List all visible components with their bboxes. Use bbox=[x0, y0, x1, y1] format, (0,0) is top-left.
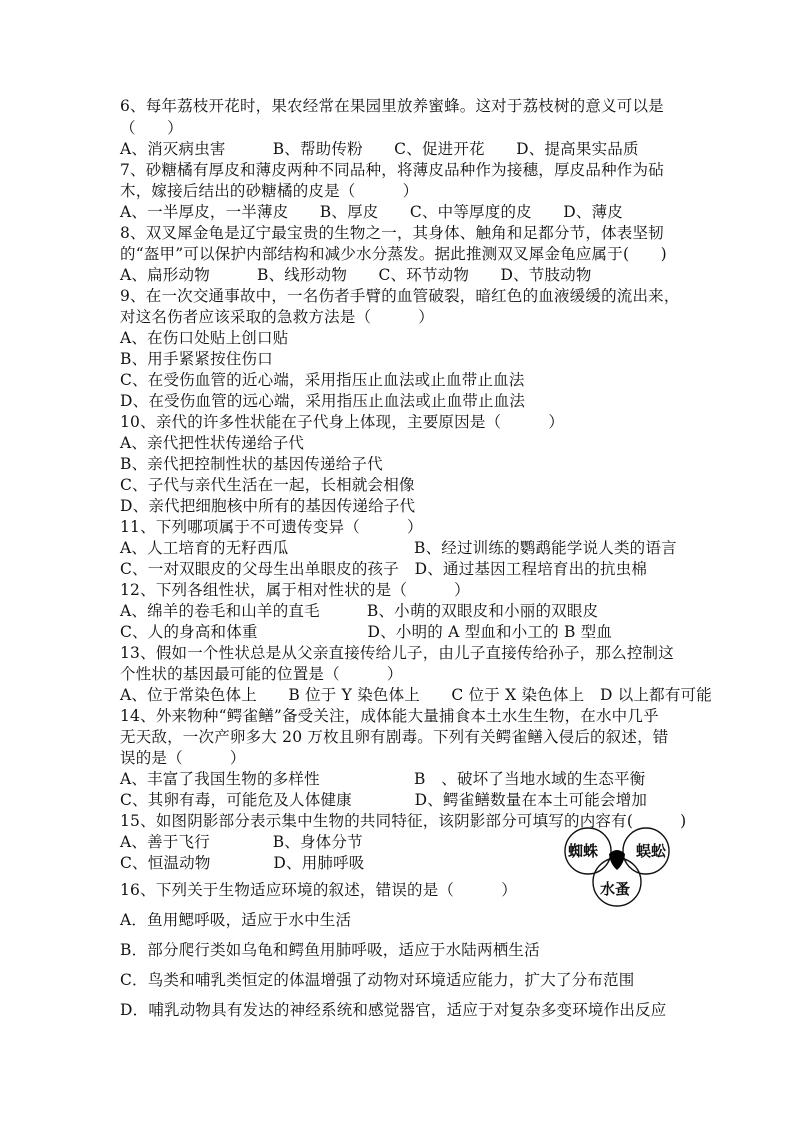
question-8-line-2: 的“盔甲”可以保护内部结构和减少水分蒸发。据此推测双叉犀金龟应属于( ) bbox=[120, 245, 667, 263]
question-13-line-2: 个性状的基因最可能的位置是（ ） bbox=[120, 665, 403, 683]
question-15-stem: 15、如图阴影部分表示集中生物的共同特征，该阴影部分可填写的内容有( ) bbox=[120, 812, 687, 830]
question-11-options-ab: A、人工培育的无籽西瓜 B、经过训练的鹦鹉能学说人类的语言 bbox=[120, 539, 677, 557]
question-12-options-ab: A、绵羊的卷毛和山羊的直毛 B、小萌的双眼皮和小丽的双眼皮 bbox=[120, 602, 599, 620]
question-16-stem: 16、下列关于生物适应环境的叙述，错误的是（ ） bbox=[120, 881, 517, 899]
question-10-option-d: D、亲代把细胞核中所有的基因传递给子代 bbox=[120, 497, 416, 515]
question-9-line-2: 对这名伤者应该采取的急救方法是（ ） bbox=[120, 308, 435, 326]
question-9-line-1: 9、在一次交通事故中，一名伤者手臂的血管破裂，暗红色的血液缓缓的流出来， bbox=[120, 287, 680, 305]
question-14-options-cd: C、其卵有毒，可能危及人体健康 D、鳄雀鳝数量在本土可能会增加 bbox=[120, 791, 648, 809]
question-6-options: A、消灭病虫害 B、帮助传粉 C、促进开花 D、提高果实品质 bbox=[120, 140, 639, 158]
question-11-stem: 11、下列哪项属于不可遗传变异（ ） bbox=[120, 518, 423, 536]
question-15-options-ab: A、善于飞行 B、身体分节 bbox=[120, 833, 363, 851]
question-7-line-1: 7、砂糖橘有厚皮和薄皮两种不同品种，将薄皮品种作为接穗，厚皮品种作为砧 bbox=[120, 161, 664, 179]
question-14-options-ab: A、丰富了我国生物的多样性 B 、破坏了当地水域的生态平衡 bbox=[120, 770, 646, 788]
question-7-line-2: 木，嫁接后结出的砂糖橘的皮是（ ） bbox=[120, 182, 419, 200]
question-14-line-3: 误的是（ ） bbox=[120, 749, 246, 767]
question-9-option-b: B、用手紧紧按住伤口 bbox=[120, 350, 273, 368]
question-15-options-cd: C、恒温动物 D、用肺呼吸 bbox=[120, 854, 365, 872]
question-16-option-a: A．鱼用鳃呼吸，适应于水中生活 bbox=[120, 911, 352, 929]
question-9-option-a: A、在伤口处贴上创口贴 bbox=[120, 329, 289, 347]
question-8-options: A、扁形动物 B、线形动物 C、环节动物 D、节肢动物 bbox=[120, 266, 592, 284]
venn-label-bottom: 水蚤 bbox=[600, 880, 631, 898]
question-10-option-a: A、亲代把性状传递给子代 bbox=[120, 434, 305, 452]
question-12-stem: 12、下列各组性状，属于相对性状的是（ ） bbox=[120, 581, 470, 599]
venn-diagram bbox=[562, 826, 674, 908]
venn-label-right: 蜈蚣 bbox=[636, 842, 667, 860]
question-14-line-1: 14、外来物种“鳄雀鳝”备受关注，成体能大量捕食本土水生生物，在水中几乎 bbox=[120, 707, 659, 725]
question-13-line-1: 13、假如一个性状总是从父亲直接传给儿子，由儿子直接传给孙子，那么控制这 bbox=[120, 644, 674, 662]
question-10-stem: 10、亲代的许多性状能在子代身上体现，主要原因是（ ） bbox=[120, 413, 565, 431]
question-16-option-b: B．部分爬行类如乌龟和鳄鱼用肺呼吸，适应于水陆两栖生活 bbox=[120, 941, 540, 959]
question-11-options-cd: C、一对双眼皮的父母生出单眼皮的孩子 D、通过基因工程培育出的抗虫棉 bbox=[120, 560, 648, 578]
question-12-options-cd: C、人的身高和体重 D、小明的 A 型血和小工的 B 型血 bbox=[120, 623, 613, 641]
question-8-line-1: 8、双叉犀金龟是辽宁最宝贵的生物之一，其身体、触角和足都分节，体表坚韧 bbox=[120, 224, 664, 242]
question-10-option-c: C、子代与亲代生活在一起，长相就会相像 bbox=[120, 476, 415, 494]
question-16-option-c: C．鸟类和哺乳类恒定的体温增强了动物对环境适应能力，扩大了分布范围 bbox=[120, 971, 635, 989]
question-7-options: A、一半厚皮，一半薄皮 B、厚皮 C、中等厚度的皮 D、薄皮 bbox=[120, 203, 623, 221]
venn-shaded-region bbox=[609, 850, 625, 870]
question-16-option-d: D．哺乳动物具有发达的神经系统和感觉器官，适应于对复杂多变环境作出反应 bbox=[120, 1001, 667, 1019]
question-9-option-c: C、在受伤血管的近心端，采用指压止血法或止血带止血法 bbox=[120, 371, 525, 389]
question-6-line-2: （ ） bbox=[120, 119, 183, 137]
question-14-line-2: 无天敌，一次产卵多大 20 万枚且卵有剧毒。下列有关鳄雀鳝入侵后的叙述，错 bbox=[120, 728, 669, 746]
question-13-options: A、位于常染色体上 B 位于 Y 染色体上 C 位于 X 染色体上 D 以上都有可能 bbox=[120, 686, 712, 704]
venn-label-left: 蜘蛛 bbox=[568, 842, 599, 860]
question-6-line-1: 6、每年荔枝开花时，果农经常在果园里放养蜜蜂。这对于荔枝树的意义可以是 bbox=[120, 97, 664, 115]
question-9-option-d: D、在受伤血管的远心端，采用指压止血法或止血带止血法 bbox=[120, 392, 526, 410]
question-10-option-b: B、亲代把控制性状的基因传递给子代 bbox=[120, 455, 383, 473]
